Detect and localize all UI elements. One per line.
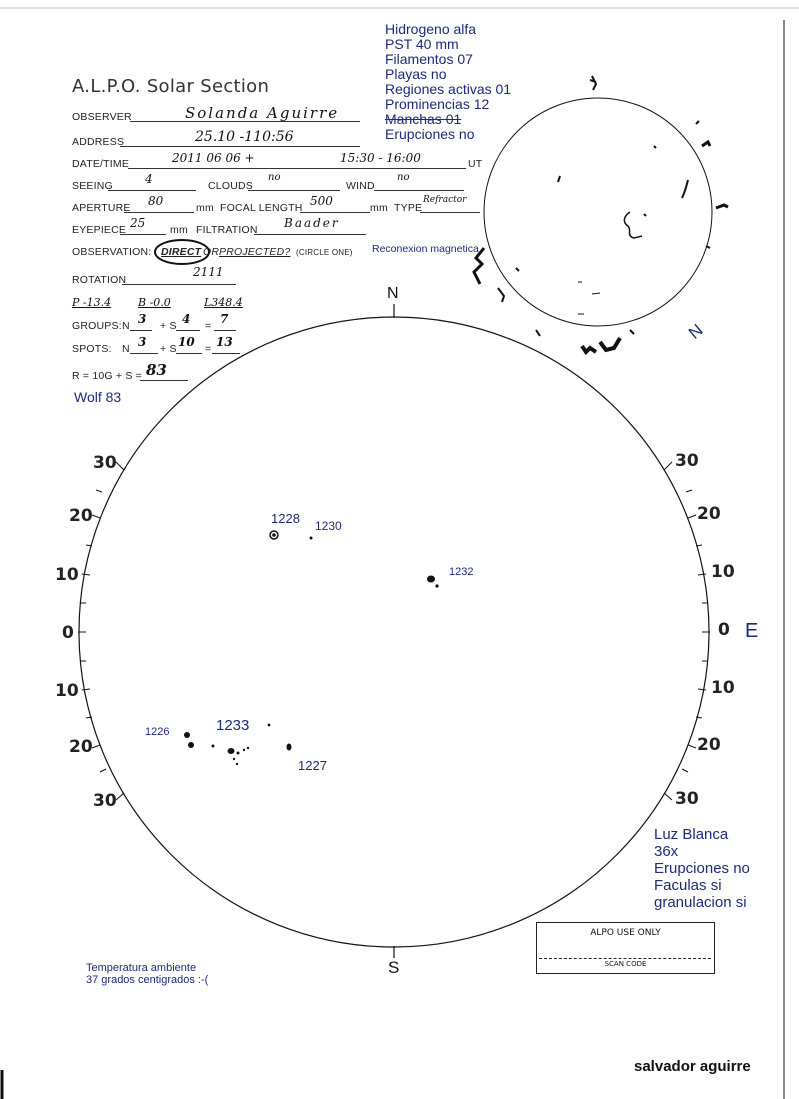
note-line: Temperatura ambiente bbox=[86, 962, 197, 974]
right-lat-20n: 20 bbox=[697, 504, 721, 524]
type-value: Refractor bbox=[423, 195, 467, 205]
scan-code-label: SCAN CODE bbox=[604, 960, 647, 968]
address-value: 25.10 -110:56 bbox=[195, 129, 294, 145]
note-line: PST 40 mm bbox=[385, 36, 459, 52]
note-line: Manchas 01 bbox=[385, 111, 462, 127]
alpo-box-divider bbox=[539, 958, 711, 959]
wind-label: WIND bbox=[346, 180, 375, 192]
alpo-use-only-title: ALPO USE ONLY bbox=[590, 928, 661, 938]
note-line: Hidrogeno alfa bbox=[385, 21, 477, 37]
group-label: 1232 bbox=[449, 566, 474, 578]
note-line: Prominencias 12 bbox=[385, 96, 490, 112]
note-line: Erupciones no bbox=[385, 126, 475, 142]
right-lat-20s: 20 bbox=[697, 735, 721, 755]
or-label: OR bbox=[203, 246, 220, 258]
wolf-number: Wolf 83 bbox=[74, 389, 122, 405]
rotation-label: ROTATION bbox=[72, 274, 127, 286]
aperture-mm: mm bbox=[196, 202, 214, 214]
note-line: Regiones activas 01 bbox=[385, 81, 512, 97]
note-line: Luz Blanca bbox=[654, 826, 729, 843]
spots-label: SPOTS: bbox=[72, 343, 112, 355]
focal-label: FOCAL LENGTH bbox=[220, 202, 303, 214]
left-lat-20s: 20 bbox=[69, 737, 93, 757]
address-label: ADDRESS bbox=[72, 136, 125, 148]
eyepiece-mm: mm bbox=[170, 224, 188, 236]
temperature-note bbox=[86, 962, 208, 986]
note-line: Faculas si bbox=[654, 877, 722, 894]
east-label: E bbox=[745, 620, 759, 642]
groups-label: GROUPS: bbox=[72, 320, 122, 332]
groups-s-value: 4 bbox=[182, 312, 191, 326]
groups-total-value: 7 bbox=[220, 312, 229, 326]
direct-option: DIRECT bbox=[161, 246, 202, 258]
eyepiece-value: 25 bbox=[130, 216, 146, 230]
r-formula-label: R = 10G + S = bbox=[72, 370, 143, 382]
seeing-value: 4 bbox=[145, 172, 153, 186]
groups-eq: = bbox=[205, 320, 212, 332]
group-label: 1230 bbox=[315, 519, 342, 533]
l-angle: L348.4 bbox=[204, 296, 243, 309]
note-line: Filamentos 07 bbox=[385, 51, 473, 67]
focal-value: 500 bbox=[310, 194, 333, 208]
rotation-value: 2111 bbox=[193, 265, 224, 279]
spots-total-value: 13 bbox=[216, 335, 233, 349]
left-lat-20n: 20 bbox=[69, 506, 93, 526]
author-name: salvador aguirre bbox=[634, 1058, 751, 1075]
type-label: TYPE bbox=[394, 202, 423, 214]
wind-value: no bbox=[397, 172, 410, 183]
aperture-value: 80 bbox=[148, 194, 164, 208]
left-lat-30n: 30 bbox=[93, 453, 117, 473]
aperture-label: APERTURE bbox=[72, 202, 131, 214]
form-title: A.L.P.O. Solar Section bbox=[72, 76, 270, 97]
alpo-use-only-box bbox=[536, 922, 715, 974]
north-label: N bbox=[387, 285, 399, 302]
right-lat-0: 0 bbox=[718, 620, 730, 640]
filtration-label: FILTRATION bbox=[196, 224, 258, 236]
groups-n-label: N bbox=[122, 320, 130, 332]
right-lat-10n: 10 bbox=[711, 562, 735, 582]
observer-label: OBSERVER bbox=[72, 111, 132, 123]
right-lat-30n: 30 bbox=[675, 451, 699, 471]
groups-n-value: 3 bbox=[138, 312, 147, 326]
reconexion-note: Reconexion magnetica bbox=[372, 243, 479, 255]
group-label: 1228 bbox=[271, 511, 300, 526]
observation-label: OBSERVATION: bbox=[72, 246, 152, 258]
group-label: 1233 bbox=[216, 717, 250, 734]
groups-s-label: + S bbox=[160, 320, 177, 332]
south-label: S bbox=[388, 958, 400, 977]
filtration-value: Baader bbox=[284, 216, 340, 230]
seeing-label: SEEING bbox=[72, 180, 113, 192]
circle-one-note: (CIRCLE ONE) bbox=[296, 248, 353, 257]
right-lat-10s: 10 bbox=[711, 678, 735, 698]
datetime-date: 2011 06 06 + bbox=[172, 151, 255, 165]
datetime-label: DATE/TIME bbox=[72, 158, 130, 170]
clouds-value: no bbox=[268, 172, 281, 183]
clouds-label: CLOUDS bbox=[208, 180, 253, 192]
b-angle: B -0.0 bbox=[138, 296, 171, 309]
left-lat-10s: 10 bbox=[55, 681, 79, 701]
spots-n-value: 3 bbox=[138, 335, 147, 349]
note-line: 36x bbox=[654, 843, 679, 860]
small-disk-north: N bbox=[685, 320, 707, 343]
right-lat-30s: 30 bbox=[675, 789, 699, 809]
r-value: 83 bbox=[146, 361, 167, 379]
note-line: Playas no bbox=[385, 66, 447, 82]
group-label: 1226 bbox=[145, 726, 170, 738]
eyepiece-label: EYEPIECE bbox=[72, 224, 127, 236]
observer-value: Solanda Aguirre bbox=[185, 104, 340, 122]
spots-s-label: + S bbox=[160, 343, 177, 355]
left-lat-30s: 30 bbox=[93, 791, 117, 811]
spots-n-label: N bbox=[122, 343, 130, 355]
p-angle: P -13.4 bbox=[72, 296, 112, 309]
note-line: Erupciones no bbox=[654, 860, 750, 877]
white-light-notes bbox=[654, 826, 750, 911]
focal-mm: mm bbox=[370, 202, 388, 214]
note-line: granulacion si bbox=[654, 894, 747, 911]
left-lat-0: 0 bbox=[62, 623, 74, 643]
ut-label: UT bbox=[468, 158, 483, 170]
note-line: 37 grados centigrados :-( bbox=[86, 974, 209, 986]
projected-option: PROJECTED? bbox=[219, 246, 291, 258]
spots-eq: = bbox=[205, 343, 212, 355]
group-label: 1227 bbox=[298, 758, 327, 773]
spots-s-value: 10 bbox=[178, 335, 195, 349]
datetime-time: 15:30 - 16:00 bbox=[340, 151, 421, 165]
left-lat-10n: 10 bbox=[55, 565, 79, 585]
